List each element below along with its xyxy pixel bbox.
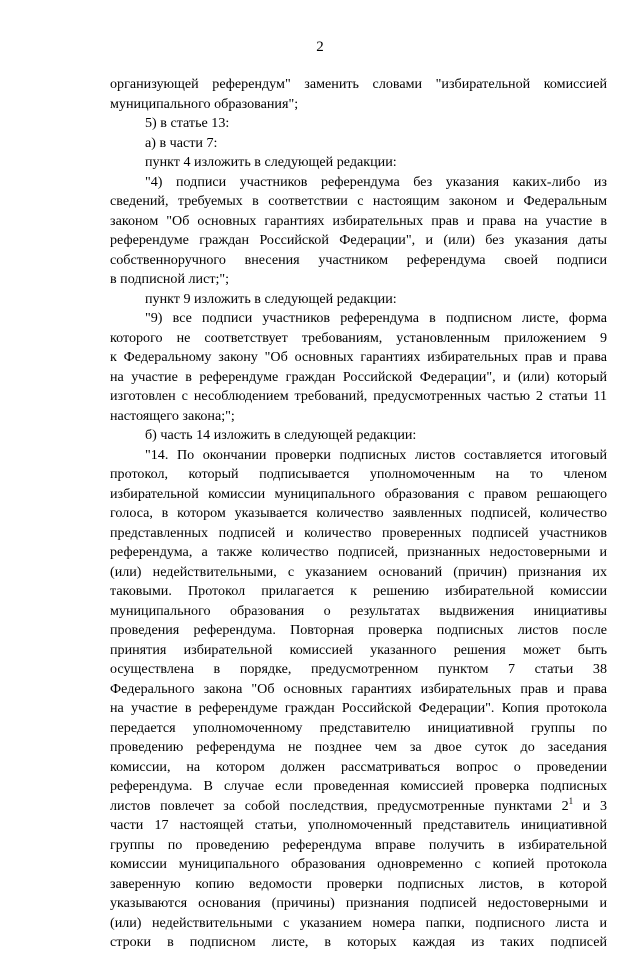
text-line: [110, 641, 607, 661]
text-line: [110, 563, 607, 583]
text-line: [110, 836, 607, 856]
page-number: 2: [316, 39, 324, 55]
text-line: [110, 660, 607, 680]
text-line-content: к Федеральному закону "Об основных гарантиях избирательных прав и права: [110, 349, 607, 365]
document-body: [110, 75, 607, 953]
text-line-content: пункт 9 изложить в следующей редакции:: [145, 290, 397, 307]
text-line-content: таковыми. Протокол прилагается к решению избирательной комиссии: [110, 583, 607, 599]
text-line: [110, 875, 607, 895]
text-line: [110, 173, 607, 193]
text-line: [110, 914, 607, 934]
text-line: [110, 309, 607, 329]
text-line: [110, 816, 607, 836]
text-line: [110, 134, 607, 154]
text-line-content: голоса, в котором указывается количество заявленных подписей, количество: [110, 505, 607, 521]
text-line: [110, 777, 607, 797]
text-line: [110, 680, 607, 700]
text-line: [110, 543, 607, 563]
text-line-content: "9) все подписи участников референдума в подписном листе, форма: [145, 310, 607, 326]
text-line-content: настоящего закона;";: [110, 407, 235, 424]
text-line-content: а) в части 7:: [145, 134, 218, 151]
text-line-content: избирательной комиссии муниципального образования с правом решающего: [110, 485, 607, 502]
text-line: [110, 231, 607, 251]
text-line-content: проведения референдума. Повторная проверка подписных листов после: [110, 622, 607, 638]
text-line-content: пункт 4 изложить в следующей редакции:: [145, 154, 397, 170]
text-line: [110, 933, 607, 953]
superscript: 1: [568, 796, 574, 806]
text-line-content: листов повлечет за собой последствия, предусмотренные пунктами 2: [110, 797, 569, 814]
text-line: [110, 153, 607, 173]
text-line: [110, 114, 607, 134]
text-line-content: изготовлен с несоблюдением требований, предусмотренных частью 2 статьи 11: [110, 388, 607, 404]
text-line: [110, 426, 607, 446]
text-line: [110, 95, 607, 115]
text-line: [110, 192, 607, 212]
text-line-content: 5) в статье 13:: [145, 115, 230, 131]
text-line-content: референдуме граждан Российской Федерации", и (или) без указания даты: [110, 232, 607, 248]
text-line: [110, 758, 607, 778]
text-line-content: комиссии, на котором должен рассматриваться вопрос о проведении: [110, 758, 607, 775]
text-line-content: части 17 настоящей статьи, уполномоченный представитель инициативной: [110, 817, 607, 833]
text-line: [110, 582, 607, 602]
text-line-content: собственноручного внесения участником референдума своей подписи: [110, 251, 607, 268]
text-line-content: осуществлена в порядке, предусмотренном пунктом 7 статьи 38: [110, 661, 607, 677]
text-line: [110, 75, 607, 95]
text-line-content: строки в подписном листе, в которых каждая из таких подписей: [110, 934, 607, 950]
text-line: [110, 797, 607, 817]
text-line: [110, 446, 607, 466]
text-line-content: (или) недействительными с указанием номера папки, подписного листа и: [110, 914, 607, 931]
text-line: [110, 329, 607, 349]
text-line-content: муниципального образования";: [110, 95, 299, 112]
text-line: [110, 894, 607, 914]
text-line: [110, 524, 607, 544]
text-line-content: на участие в референдуме граждан Российской Федерации". Копия протокола: [110, 700, 607, 716]
text-line-content: Федерального закона "Об основных гарантиях избирательных прав и права: [110, 680, 607, 697]
text-line-content: заверенную копию ведомости проверки подписных листов, в которой: [110, 875, 607, 892]
text-line: [110, 699, 607, 719]
text-line-content: на участие в референдуме граждан Российской Федерации", и (или) который: [110, 368, 607, 385]
text-line-content: (или) недействительными, с указанием оснований (причин) признания их: [110, 563, 607, 580]
text-line-content: указываются основания (причины) признания подписей недостоверными и: [110, 895, 607, 911]
text-line-content: сведений, требуемых в соответствии с настоящим законом и Федеральным: [110, 193, 607, 209]
text-line: [110, 855, 607, 875]
text-line-content: организующей референдум" заменить словами "избирательной комиссией: [110, 76, 607, 92]
text-line: [110, 485, 607, 505]
text-line-content: представленных подписей и количество проверенных подписей участников: [110, 524, 607, 541]
text-line: [110, 348, 607, 368]
text-line: [110, 602, 607, 622]
text-line: [110, 504, 607, 524]
text-line-content: б) часть 14 изложить в следующей редакции:: [145, 427, 417, 443]
text-line-content: проведению референдума не позднее чем за двое суток до заседания: [110, 739, 607, 755]
text-line-content: муниципального образования о результатах выдвижения инициативы: [110, 602, 607, 619]
text-line: [110, 368, 607, 388]
text-line: [110, 270, 607, 290]
text-line-content: "14. По окончании проверки подписных листов составляется итоговый: [145, 446, 607, 463]
text-line-content: референдума. В случае если проведенная комиссией проверка подписных: [110, 778, 607, 794]
text-line-content: в подписной лист;";: [110, 271, 230, 287]
text-line: [110, 290, 607, 310]
text-line-content: комиссии муниципального образования одновременно с копией протокола: [110, 856, 607, 872]
text-line-content: которого не соответствует требованиям, установленным приложением 9: [110, 329, 607, 346]
text-line-content: референдума, а также количество подписей, признанных недостоверными и: [110, 544, 607, 560]
text-line: [110, 407, 607, 427]
text-line-content: принятия избирательной комиссией указанного решения может быть: [110, 641, 607, 658]
text-line: [110, 251, 607, 271]
text-line: [110, 387, 607, 407]
text-line: [110, 465, 607, 485]
text-line-content: передается уполномоченному представителю инициативной группы по: [110, 719, 607, 736]
text-line-content: законом "Об основных гарантиях избирательных прав и права на участие в: [110, 212, 607, 229]
text-line: [110, 621, 607, 641]
text-line-content: "4) подписи участников референдума без указания каких-либо из: [145, 173, 607, 190]
text-line: [110, 738, 607, 758]
text-line: [110, 212, 607, 232]
text-line-content: протокол, который подписывается уполномоченным на то членом: [110, 466, 607, 482]
text-line: [110, 719, 607, 739]
text-line-content: группы по проведению референдума вправе получить в избирательной: [110, 836, 607, 853]
text-line-tail: и 3: [573, 797, 607, 814]
